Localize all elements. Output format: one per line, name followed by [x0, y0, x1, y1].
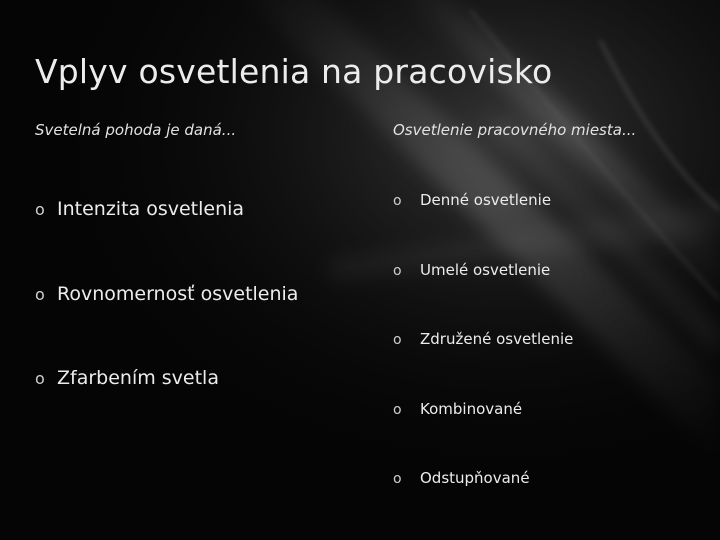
left-item-uniformity: [35, 283, 298, 305]
right-item-label: Odstupňované: [420, 469, 530, 487]
right-item-artificial: [393, 261, 550, 279]
right-item-label: Denné osvetlenie: [420, 191, 552, 209]
right-column-heading: Osvetlenie pracovného miesta...: [393, 121, 637, 139]
left-item-label: Intenzita osvetlenia: [57, 198, 245, 220]
right-item-daylight: [393, 191, 551, 209]
bullet-icon: o: [393, 332, 402, 348]
right-item-label: Kombinované: [420, 400, 523, 418]
bullet-icon: o: [393, 263, 402, 279]
right-item-graded: [393, 469, 530, 487]
left-item-label: Zfarbením svetla: [57, 367, 219, 389]
bullet-icon: o: [393, 193, 402, 209]
left-column-heading: Svetelná pohoda je daná...: [35, 121, 237, 139]
slide-title: Vplyv osvetlenia na pracovisko: [35, 52, 553, 91]
right-item-mixed: [393, 400, 522, 418]
bullet-icon: o: [35, 200, 45, 219]
left-item-intensity: [35, 198, 244, 220]
bullet-icon: o: [393, 402, 402, 418]
right-item-combined: [393, 330, 573, 348]
left-item-color: [35, 367, 219, 389]
left-item-label: Rovnomernosť osvetlenia: [57, 283, 299, 305]
bullet-icon: o: [35, 285, 45, 304]
bullet-icon: o: [393, 471, 402, 487]
right-item-label: Umelé osvetlenie: [420, 261, 551, 279]
right-item-label: Združené osvetlenie: [420, 330, 574, 348]
bullet-icon: o: [35, 369, 45, 388]
